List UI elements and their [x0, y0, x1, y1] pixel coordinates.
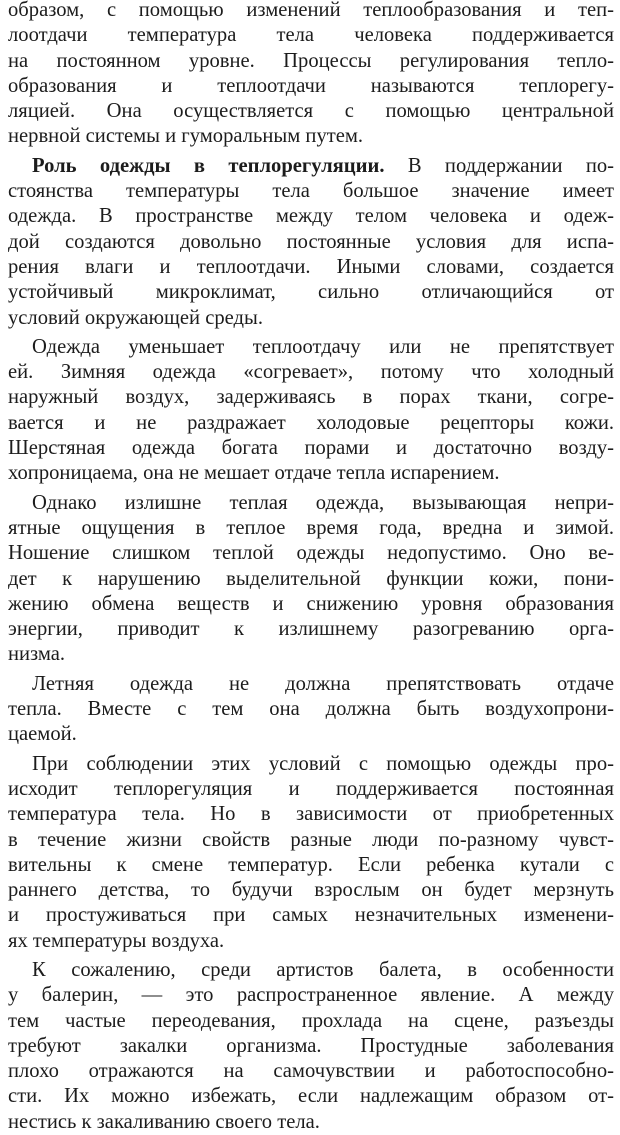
- text-line: в течение жизни свойств разные люди по-разному чувст-: [8, 828, 614, 851]
- text-line: исходит теплорегуляция и поддерживается постоянная: [8, 777, 614, 800]
- text-line: цаемой.: [8, 723, 77, 746]
- text-line: лоотдачи температура тела человека поддерживается: [8, 24, 614, 47]
- text-line: Летняя одежда не должна препятствовать отдаче: [32, 672, 614, 695]
- text-line: Однако излишне теплая одежда, вызывающая непри-: [32, 491, 614, 514]
- text-line: нервной системы и гуморальным путем.: [8, 125, 364, 148]
- text-line: энергии, приводит к излишнему разогреванию орга-: [8, 618, 614, 641]
- text-line: дой создаются довольно постоянные условия для испа-: [8, 230, 614, 253]
- paragraph-4: [8, 491, 614, 668]
- text-line: на постоянном уровне. Процессы регулирования тепло-: [8, 49, 614, 72]
- text-line: вается и не раздражает холодовые рецепторы кожи.: [8, 411, 614, 434]
- text-line: К сожалению, среди артистов балета, в особенности: [32, 958, 614, 981]
- paragraph-3: [8, 335, 614, 487]
- text-line: жению обмена веществ и снижению уровня образования: [8, 592, 614, 615]
- text-line: образом, с помощью изменений теплообразования и теп-: [8, 0, 614, 21]
- text-line: Ношение слишком теплой одежды недопустимо. Оно ве-: [8, 542, 614, 565]
- text-line: нестись к закаливанию своего тела.: [8, 1110, 320, 1133]
- text-line: наружный воздух, задерживаясь в порах ткани, согре-: [8, 386, 614, 409]
- text-line: сти. Их можно избежать, если надлежащим образом от-: [8, 1085, 614, 1108]
- text-line: раннего детства, то будучи взрослым он будет мерзнуть: [8, 879, 614, 902]
- text-line: условий окружающей среды.: [8, 306, 263, 329]
- text-line: температура тела. Но в зависимости от приобретенных: [8, 803, 614, 826]
- paragraph-2: [8, 154, 614, 331]
- text-line: ятные ощущения в теплое время года, вредна и зимой.: [8, 516, 614, 539]
- text-line: и простуживаться при самых незначительных изменени-: [8, 904, 614, 927]
- text-line: дет к нарушению выделительной функции кожи, пони-: [8, 567, 614, 590]
- text-line: тепла. Вместе с тем она должна быть воздухопрони-: [8, 698, 614, 721]
- text-line: устойчивый микроклимат, сильно отличающийся от: [8, 281, 614, 304]
- text-line: вительны к смене температур. Если ребенка кутали с: [8, 853, 614, 876]
- text-line: тем частые переодевания, прохлада на сцене, разъезды: [8, 1009, 614, 1032]
- paragraph-7: [8, 958, 614, 1135]
- paragraph-1: [8, 0, 614, 150]
- text-line: одежда. В пространстве между телом человека и одеж-: [8, 205, 614, 228]
- text-line: требуют закалки организма. Простудные заболевания: [8, 1034, 614, 1057]
- text-line-with-heading: [8, 154, 614, 179]
- text-line: ях температуры воздуха.: [8, 929, 225, 952]
- text-line: Шерстяная одежда богата порами и достаточно возду-: [8, 437, 614, 460]
- text-line: у балерин, — это распространенное явление. А между: [8, 984, 614, 1007]
- text-line: Одежда уменьшает теплоотдачу или не препятствует: [32, 335, 614, 358]
- text-line: плохо отражаются на самочувствии и работоспособно-: [8, 1060, 614, 1083]
- text-line: стоянства температуры тела большое значение имеет: [8, 180, 614, 203]
- text-line: хопроницаема, она не мешает отдаче тепла испарением.: [8, 462, 500, 485]
- text-line: ей. Зимняя одежда «согревает», потому что холодный: [8, 361, 614, 384]
- text-line: рения влаги и теплоотдачи. Иными словами, создается: [8, 255, 614, 278]
- text-line: образования и теплоотдачи называются теплорегу-: [8, 74, 614, 97]
- text-fragment: В поддержании по-: [384, 154, 614, 177]
- paragraph-6: [8, 752, 614, 954]
- text-line: При соблюдении этих условий с помощью одежды про-: [32, 752, 614, 775]
- text-line: низма.: [8, 643, 66, 666]
- text-line: ляцией. Она осуществляется с помощью центральной: [8, 100, 614, 123]
- paragraph-5: [8, 672, 614, 748]
- section-heading: Роль одежды в теплорегуляции.: [32, 154, 385, 177]
